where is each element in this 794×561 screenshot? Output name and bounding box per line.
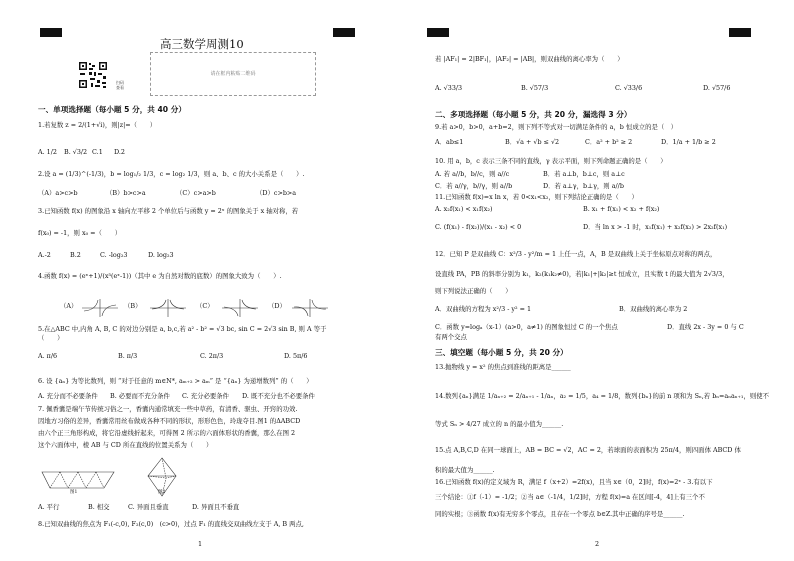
question-12-line-3: 则下列说法正确的（ ） — [435, 287, 512, 295]
q5-option-b: B. π/3 — [118, 352, 138, 360]
question-15-line-2: 积的最大值为______. — [435, 466, 495, 474]
question-16: 16.已知函数 f(x)的定义域为 R，满足 f（x+2）=2f(x)，且当 x∈（0，2]时，f(x)=2ˣ - 3.有以下 — [435, 478, 713, 486]
q8-option-b: B. √57/3 — [521, 84, 549, 92]
q3-option-d: D. log₂3 — [148, 251, 174, 259]
q4-function-graphs — [70, 298, 350, 318]
question-10: 10. 用 a，b，c 表示三条不同的直线，γ 表示平面，则下列命题正确的是（ ） — [435, 157, 667, 165]
q2-option-c: （C）c>a>b — [176, 189, 216, 197]
q7-option-d: D. 异面且不垂直 — [192, 503, 240, 511]
exam-page-2 — [397, 0, 794, 561]
q5-option-c: C. 2π/3 — [200, 352, 224, 360]
q6-option-b: B. 必要而不充分条件 — [110, 392, 170, 400]
q3-option-a: A.-2 — [38, 251, 51, 259]
q10-option-c: C．若 a//γ，b//γ，则 a//b — [435, 182, 513, 190]
question-12-line-2: 设直线 PA，PB 的斜率分别为 k₁，k₂(k₁k₂≠0)，若|k₁|+|k₂|≥t 恒成立，且实数 t 的最大值为 2√3/3， — [435, 270, 729, 278]
question-7-line-1: 7. 佩香囊是端午节传统习俗之一，香囊内通常填充一些中草药，有清香、驱虫、开窍的功效. — [38, 405, 298, 413]
q2-option-a: （A）a>c>b — [38, 189, 78, 197]
q8-option-a: A. √33/3 — [435, 84, 463, 92]
question-7-line-4: 这个六面体中，棱 AB 与 CD 所在直线的位置关系为（ ） — [38, 441, 213, 449]
question-15: 15.点 A,B,C,D 在同一球面上，AB = BC = √2，AC = 2，若球面的表面积为 25π/4，则四面体 ABCD 体 — [435, 446, 741, 454]
q3-option-c: C. -log₂3 — [100, 251, 128, 259]
q4-option-b: （B） — [124, 302, 142, 310]
q5-option-d: D. 5π/6 — [284, 352, 308, 360]
q7-option-c: C. 异面且垂直 — [128, 503, 169, 511]
section-heading-multiple-choice: 二、多项选择题（每小题 5 分，共 20 分，漏选得 3 分） — [435, 110, 632, 119]
section-heading-fill-in: 三、填空题（每小题 5 分，共 20 分） — [435, 348, 568, 357]
question-16-line-2: 三个结论：①f（-1）= -1/2；②当 a∈（-1/4，1/2]时，方程 f(x)=a 在区间[-4，4]上有三个不 — [435, 493, 705, 501]
q6-option-a: A. 充分而不必要条件 — [38, 392, 98, 400]
question-5: 5.在△ABC 中,内角 A, B, C 的对边分别是 a, b,c,若 a² - b² = √3 bc, sin C = 2√3 sin B, 则 A 等于 — [38, 325, 327, 333]
question-5-line-2: （ ） — [38, 334, 64, 342]
alignment-mark — [333, 28, 355, 37]
q11-option-a: A. x₂f(x₁) < x₁f(x₂) — [435, 205, 493, 213]
q3-option-b: B.2 — [70, 251, 81, 259]
q12-option-a: A．双曲线的方程为 x²/3 - y² = 1 — [435, 305, 532, 313]
alignment-mark — [427, 28, 449, 37]
q9-option-b: B．√a + √b ≤ √2 — [505, 138, 560, 146]
q7-net-and-hexahedron-figure — [38, 456, 208, 500]
question-11: 11.已知函数 f(x)=x ln x，若 0<x₁<x₂，则下列结论正确的是（ ） — [435, 193, 638, 201]
q9-option-c: C．a² + b² ≥ 2 — [585, 138, 633, 146]
question-7-line-2: 因地方习俗的差异，香囊常用丝布做成各种不同的形状，形形色色，玲珑夺目.图1 的ΔABCD — [38, 417, 301, 425]
question-2: 2.设 a = (1/3)^(-1/3)，b = log₁/₂ 1/3，c = log₂ 1/3，则 a、b、c 的大小关系是（ ）. — [38, 170, 305, 178]
qr-label: 扫码 查看 — [116, 80, 124, 90]
q7-option-b: B. 相交 — [88, 503, 110, 511]
q2-option-b: （B）b>c>a — [106, 189, 146, 197]
q10-option-d: D．若 a⊥γ，b⊥γ，则 a//b — [543, 182, 624, 190]
question-9: 9.若 a>0，b>0，a+b=2，则下列不等式对一切满足条件的 a，b 恒成立的是（ ） — [435, 123, 678, 131]
q12-option-d-continued: 有两个交点 — [435, 333, 467, 341]
q4-option-c: （C） — [196, 302, 214, 310]
q10-option-b: B．若 a⊥b，b⊥c，则 a⊥c — [543, 170, 625, 178]
q8-option-c: C. √33/6 — [615, 84, 643, 92]
q5-option-a: A. π/6 — [38, 352, 58, 360]
question-14: 14.数列{aₙ}满足 1/aₙ₊₂ = 2/aₙ₊₁ - 1/aₙ，a₂ = 1/5，a₄ = 1/8，数列{bₙ}的前 n 项和为 Sₙ,若 bₙ=aₙaₙ₊₁，则使不 — [435, 392, 770, 400]
alignment-mark — [729, 28, 751, 37]
question-8: 8.已知双曲线的焦点为 F₁(-c,0), F₂(c,0) (c>0)，过点 F₁ 的直线交双曲线左支于 A, B 两点, — [38, 520, 304, 528]
question-16-line-3: 同的实根；③函数 f(x)有无穷多个零点，且存在一个零点 b∈Z.其中正确的序号是______. — [435, 510, 685, 518]
section-heading-single-choice: 一、单项选择题（每小题 5 分，共 40 分） — [38, 105, 186, 114]
q10-option-a: A. 若 a//b，b//c，则 a//c — [435, 170, 510, 178]
q1-option-a: A. 1/2 — [38, 148, 57, 156]
q1-option-b: B. √3/2 — [64, 148, 88, 156]
q2-option-d: （D）c>b>a — [256, 189, 297, 197]
question-4: 4.函数 f(x) = (eˣ+1)/(x³(eˣ-1))（其中 e 为自然对数的底数）的图象大致为（ ）. — [38, 272, 282, 280]
question-3: 3.已知函数 f(x) 的图象沿 x 轴向左平移 2 个单位后与函数 y = 2ˣ 的图象关于 x 轴对称，若 — [38, 207, 299, 215]
q9-option-a: A．ab≤1 — [435, 138, 464, 146]
qr-paste-box — [150, 52, 316, 96]
qr-paste-box-label: 请在框内粘贴二维码 — [210, 71, 256, 77]
exam-title: 高三数学周测10 — [160, 37, 244, 51]
q1-option-c: C.1 — [92, 148, 103, 156]
page-number: 1 — [198, 540, 203, 548]
question-12-line-1: 12．已知 P 是双曲线 C：x²/3 - y²/m = 1 上任一点，A，B 是双曲线上关于坐标原点对称的两点， — [435, 250, 717, 258]
page-number: 2 — [595, 540, 600, 548]
qr-code-icon — [78, 61, 108, 89]
q9-option-d: D．1/a + 1/b ≥ 2 — [661, 138, 716, 146]
q12-option-d: D．直线 2x - 3y = 0 与 C — [667, 323, 744, 331]
alignment-mark — [40, 28, 62, 37]
q1-option-d: D.2 — [114, 148, 125, 156]
q11-option-b: B. x₁ + f(x₁) < x₂ + f(x₂) — [583, 205, 660, 213]
q7-option-a: A. 平行 — [38, 503, 60, 511]
q8-option-d: D. √57/6 — [703, 84, 731, 92]
q11-option-c: C. (f(x₁) - f(x₂))/(x₁ - x₂) < 0 — [435, 223, 522, 231]
question-7-line-3: 由六个正三角形构成，将它沿虚线折起来，可得图 2 所示的六面体形状的香囊，那么在图 2 — [38, 429, 296, 437]
q4-option-d: （D） — [268, 302, 286, 310]
q12-option-c: C．函数 y=logₐ（x-1）(a>0，a≠1) 的图象恒过 C 的一个焦点 — [435, 323, 618, 331]
question-6: 6. 设 {aₙ} 为等比数列，则 “对于任意的 m∈N*, aₘ₊₂ > aₘ” 是 “{aₙ} 为递增数列” 的（ ） — [38, 377, 313, 385]
q6-option-d: D. 既不充分也不必要条件 — [242, 392, 315, 400]
q6-option-c: C. 充分必要条件 — [182, 392, 230, 400]
q4-option-a: （A） — [60, 302, 78, 310]
q11-option-d: D．当 ln x > -1 时，x₁f(x₁) + x₂f(x₂) > 2x₂f(x₁) — [583, 223, 728, 231]
figure-1-caption: 图1 — [70, 490, 78, 495]
figure-2-caption: 图2 — [158, 490, 166, 495]
question-13: 13.抛物线 y = x² 的焦点到准线的距离是______ — [435, 363, 571, 371]
question-14-line-2: 等式 Sₙ > 4/27 成立的 n 的最小值为______. — [435, 420, 564, 428]
question-8-continued: 若 |AF₁| = 2|BF₁|，|AF₂| = |AB|，则双曲线的离心率为（ ） — [435, 55, 624, 63]
q12-option-b: B．双曲线的离心率为 2 — [619, 305, 688, 313]
question-3-line-2: f(x₀) = -1，则 x₀ =（ ） — [38, 229, 122, 237]
question-1: 1.若复数 z = 2/(1+√i)，则|z|=（ ） — [38, 121, 157, 129]
